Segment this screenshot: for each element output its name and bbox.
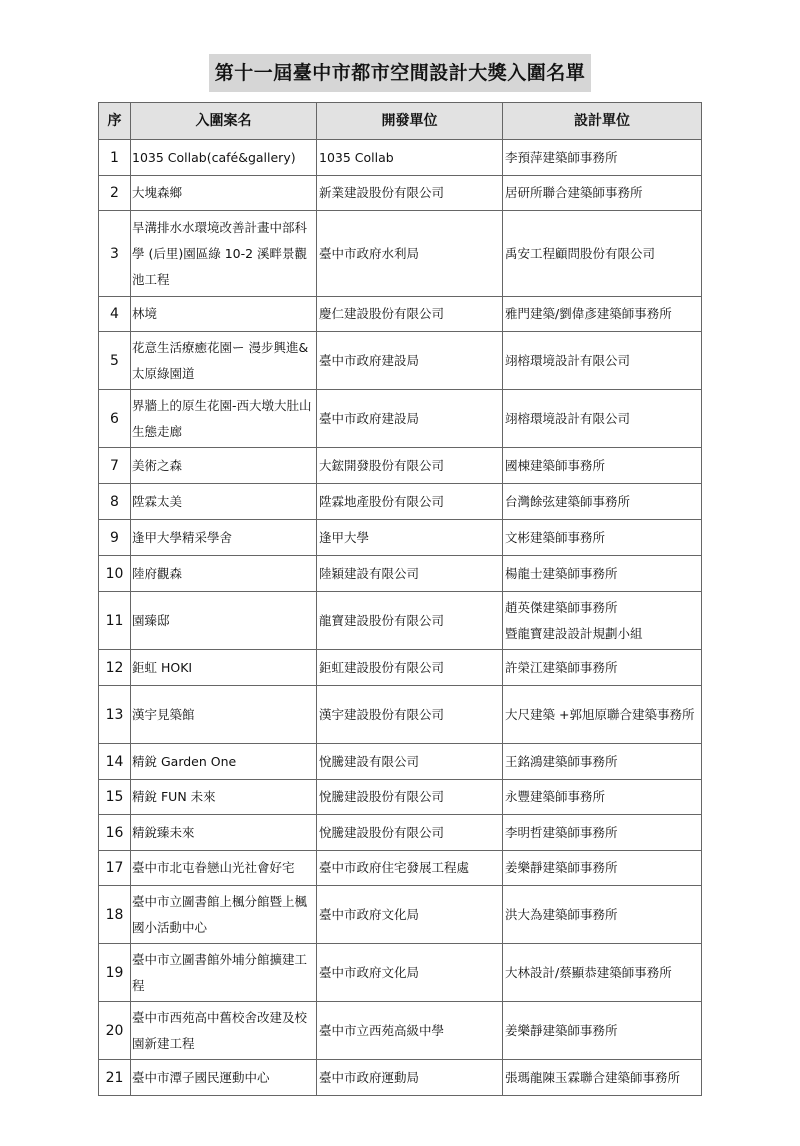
designer: 王銘鴻建築師事務所 bbox=[503, 744, 702, 780]
developer: 慶仁建設股份有限公司 bbox=[317, 297, 503, 332]
developer: 臺中市政府建設局 bbox=[317, 390, 503, 448]
designer: 居研所聯合建築師事務所 bbox=[503, 176, 702, 211]
row-number: 18 bbox=[99, 886, 131, 944]
project-name: 美術之森 bbox=[131, 448, 317, 484]
table-row bbox=[99, 448, 702, 484]
table-row bbox=[99, 390, 702, 448]
table-row bbox=[99, 944, 702, 1002]
designer: 張瑪龍陳玉霖聯合建築師事務所 bbox=[503, 1060, 702, 1096]
project-name: 臺中市立圖書館外埔分館擴建工程 bbox=[131, 944, 317, 1002]
project-name: 旱溝排水水環境改善計畫中部科學 (后里)園區綠 10-2 溪畔景觀池工程 bbox=[131, 211, 317, 297]
project-name: 臺中市立圖書館上楓分館暨上楓國小活動中心 bbox=[131, 886, 317, 944]
table-row bbox=[99, 1002, 702, 1060]
row-number: 3 bbox=[99, 211, 131, 297]
table-row bbox=[99, 520, 702, 556]
table-body bbox=[99, 140, 702, 1096]
row-number: 5 bbox=[99, 332, 131, 390]
designer: 許榮江建築師事務所 bbox=[503, 650, 702, 686]
row-number: 19 bbox=[99, 944, 131, 1002]
header-designer: 設計單位 bbox=[503, 103, 702, 140]
designer: 台灣餘弦建築師事務所 bbox=[503, 484, 702, 520]
developer: 悅騰建設股份有限公司 bbox=[317, 815, 503, 851]
designer: 趙英傑建築師事務所 暨龍寶建設設計規劃小組 bbox=[503, 592, 702, 650]
table-row bbox=[99, 780, 702, 815]
project-name: 臺中市西苑高中舊校舍改建及校園新建工程 bbox=[131, 1002, 317, 1060]
row-number: 13 bbox=[99, 686, 131, 744]
developer: 臺中市政府運動局 bbox=[317, 1060, 503, 1096]
developer: 臺中市政府水利局 bbox=[317, 211, 503, 297]
table-header-row bbox=[99, 103, 702, 140]
row-number: 15 bbox=[99, 780, 131, 815]
row-number: 8 bbox=[99, 484, 131, 520]
row-number: 9 bbox=[99, 520, 131, 556]
project-name: 花意生活療癒花園ー 漫步興進&太原綠園道 bbox=[131, 332, 317, 390]
row-number: 7 bbox=[99, 448, 131, 484]
developer: 逢甲大學 bbox=[317, 520, 503, 556]
developer: 悅騰建設股份有限公司 bbox=[317, 780, 503, 815]
header-no: 序 bbox=[99, 103, 131, 140]
table-row bbox=[99, 592, 702, 650]
title-wrapper bbox=[0, 54, 800, 92]
table-row bbox=[99, 211, 702, 297]
table-row bbox=[99, 1060, 702, 1096]
project-name: 精銳臻未來 bbox=[131, 815, 317, 851]
project-name: 精銳 Garden One bbox=[131, 744, 317, 780]
row-number: 12 bbox=[99, 650, 131, 686]
designer: 翊榕環境設計有限公司 bbox=[503, 332, 702, 390]
developer: 陞霖地產股份有限公司 bbox=[317, 484, 503, 520]
row-number: 17 bbox=[99, 851, 131, 886]
project-name: 精銳 FUN 未來 bbox=[131, 780, 317, 815]
table-row bbox=[99, 815, 702, 851]
header-developer: 開發單位 bbox=[317, 103, 503, 140]
designer: 大林設計/蔡顯恭建築師事務所 bbox=[503, 944, 702, 1002]
nominee-table bbox=[98, 102, 702, 1096]
row-number: 20 bbox=[99, 1002, 131, 1060]
row-number: 11 bbox=[99, 592, 131, 650]
project-name: 園臻邸 bbox=[131, 592, 317, 650]
developer: 陸穎建設有限公司 bbox=[317, 556, 503, 592]
project-name: 界牆上的原生花園-西大墩大肚山生態走廊 bbox=[131, 390, 317, 448]
table-row bbox=[99, 851, 702, 886]
table-row bbox=[99, 556, 702, 592]
table-row bbox=[99, 484, 702, 520]
row-number: 21 bbox=[99, 1060, 131, 1096]
designer: 文彬建築師事務所 bbox=[503, 520, 702, 556]
row-number: 14 bbox=[99, 744, 131, 780]
developer: 漢宇建設股份有限公司 bbox=[317, 686, 503, 744]
table-row bbox=[99, 744, 702, 780]
developer: 臺中市政府文化局 bbox=[317, 886, 503, 944]
project-name: 陞霖太美 bbox=[131, 484, 317, 520]
table-row bbox=[99, 176, 702, 211]
designer: 翊榕環境設計有限公司 bbox=[503, 390, 702, 448]
table-row bbox=[99, 140, 702, 176]
row-number: 6 bbox=[99, 390, 131, 448]
developer: 臺中市立西苑高級中學 bbox=[317, 1002, 503, 1060]
row-number: 4 bbox=[99, 297, 131, 332]
designer: 大尺建築 +郭旭原聯合建築事務所 bbox=[503, 686, 702, 744]
developer: 鉅虹建設股份有限公司 bbox=[317, 650, 503, 686]
designer: 李明哲建築師事務所 bbox=[503, 815, 702, 851]
developer: 新業建設股份有限公司 bbox=[317, 176, 503, 211]
project-name: 漢宇見築館 bbox=[131, 686, 317, 744]
developer: 臺中市政府文化局 bbox=[317, 944, 503, 1002]
project-name: 臺中市潭子國民運動中心 bbox=[131, 1060, 317, 1096]
developer: 臺中市政府建設局 bbox=[317, 332, 503, 390]
designer: 洪大為建築師事務所 bbox=[503, 886, 702, 944]
developer: 龍寶建設股份有限公司 bbox=[317, 592, 503, 650]
row-number: 1 bbox=[99, 140, 131, 176]
project-name: 林境 bbox=[131, 297, 317, 332]
row-number: 10 bbox=[99, 556, 131, 592]
project-name: 逢甲大學精采學舍 bbox=[131, 520, 317, 556]
table-row bbox=[99, 886, 702, 944]
project-name: 臺中市北屯眷戀山光社會好宅 bbox=[131, 851, 317, 886]
designer: 國棟建築師事務所 bbox=[503, 448, 702, 484]
project-name: 鉅虹 HOKI bbox=[131, 650, 317, 686]
table-row bbox=[99, 297, 702, 332]
table-row bbox=[99, 686, 702, 744]
developer: 臺中市政府住宅發展工程處 bbox=[317, 851, 503, 886]
row-number: 2 bbox=[99, 176, 131, 211]
row-number: 16 bbox=[99, 815, 131, 851]
designer: 永豐建築師事務所 bbox=[503, 780, 702, 815]
project-name: 大塊森鄉 bbox=[131, 176, 317, 211]
developer: 大鋐開發股份有限公司 bbox=[317, 448, 503, 484]
table-row bbox=[99, 650, 702, 686]
header-name: 入圍案名 bbox=[131, 103, 317, 140]
designer: 楊龍士建築師事務所 bbox=[503, 556, 702, 592]
designer: 姜樂靜建築師事務所 bbox=[503, 851, 702, 886]
table-row bbox=[99, 332, 702, 390]
designer: 雅門建築/劉偉彥建築師事務所 bbox=[503, 297, 702, 332]
designer: 李預萍建築師事務所 bbox=[503, 140, 702, 176]
developer: 1035 Collab bbox=[317, 140, 503, 176]
designer: 禹安工程顧問股份有限公司 bbox=[503, 211, 702, 297]
page-title: 第十一屆臺中市都市空間設計大獎入圍名單 bbox=[209, 54, 592, 92]
designer: 姜樂靜建築師事務所 bbox=[503, 1002, 702, 1060]
project-name: 陸府觀森 bbox=[131, 556, 317, 592]
developer: 悅騰建設有限公司 bbox=[317, 744, 503, 780]
project-name: 1035 Collab(café&gallery) bbox=[131, 140, 317, 176]
